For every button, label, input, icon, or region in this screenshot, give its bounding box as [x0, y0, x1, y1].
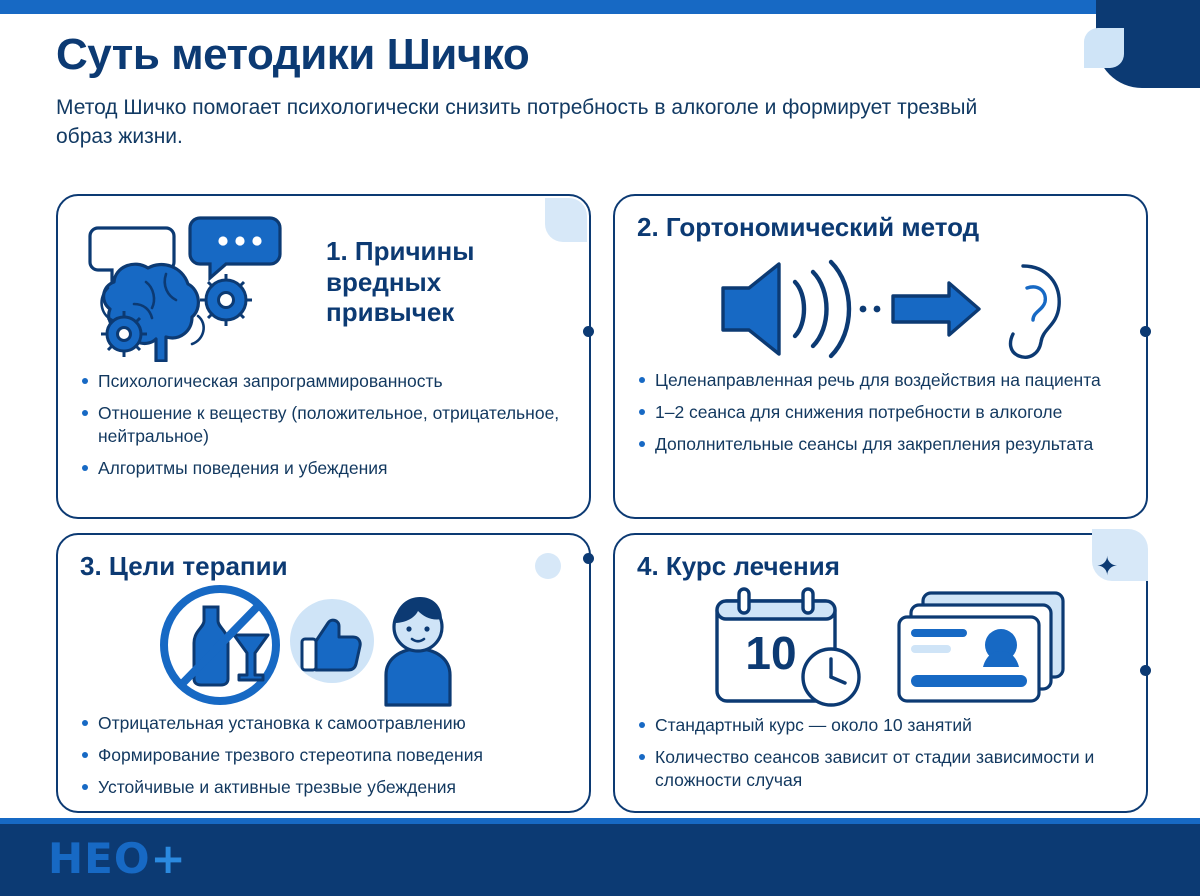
calendar-number: 10 [744, 626, 797, 679]
brand-logo [48, 834, 187, 883]
card-hortonomic-method [613, 194, 1148, 519]
list-item: Психологическая запрограммированность [80, 370, 567, 393]
footer-accent-line [0, 818, 1200, 824]
brand-logo-plus: + [150, 834, 187, 883]
list-item: Количество сеансов зависит от стадии зависимости и сложности случая [637, 746, 1124, 792]
card-bullet-list [637, 714, 1124, 792]
page-header [56, 30, 1096, 152]
footer-bar [0, 818, 1200, 896]
brain-gears-speech-bubbles-icon [80, 212, 320, 362]
list-item: Дополнительные сеансы для закрепления результата [637, 433, 1124, 456]
card-bullet-list [80, 370, 567, 480]
card-title: 3. Цели терапии [80, 551, 288, 581]
card-decoration-circle [535, 553, 561, 579]
card-therapy-goals [56, 533, 591, 813]
card-bullet-list [637, 369, 1124, 456]
top-accent-bar-dark [1096, 0, 1200, 14]
card-treatment-course [613, 533, 1148, 813]
card-title: 1. Причины вредных привычек [326, 236, 475, 328]
page-title: Суть методики Шичко [56, 30, 530, 79]
card-edge-dot [583, 553, 594, 564]
page-subtitle: Метод Шичко помогает психологически снизить потребность в алкоголе и формирует трезвый образ жизни. [56, 96, 978, 148]
calendar-clock-cards-icon [637, 582, 1124, 714]
card-decoration-blob [545, 198, 587, 242]
card-title: 2. Гортономический метод [637, 212, 980, 242]
list-item: Целенаправленная речь для воздействия на пациента [637, 369, 1124, 392]
list-item: Отрицательная установка к самоотравлению [80, 712, 567, 735]
list-item: Устойчивые и активные трезвые убеждения [80, 776, 567, 799]
list-item: Отношение к веществу (положительное, отрицательное, нейтральное) [80, 402, 567, 448]
top-accent-bar [0, 0, 1200, 14]
card-edge-dot [1140, 665, 1151, 676]
list-item: Стандартный курс — около 10 занятий [637, 714, 1124, 737]
list-item: Алгоритмы поведения и убеждения [80, 457, 567, 480]
card-causes-of-bad-habits [56, 194, 591, 519]
speaker-arrow-ear-icon [637, 249, 1124, 369]
card-bullet-list [80, 712, 567, 799]
list-item: 1–2 сеанса для снижения потребности в алкоголе [637, 401, 1124, 424]
no-alcohol-thumbs-up-person-icon [80, 582, 567, 712]
card-edge-dot [583, 326, 594, 337]
list-item: Формирование трезвого стереотипа поведения [80, 744, 567, 767]
card-edge-dot [1140, 326, 1151, 337]
brand-logo-text: НЕО [48, 834, 151, 883]
cards-grid [56, 194, 1148, 813]
sparkle-icon: ✦ [1096, 551, 1118, 581]
card-title: 4. Курс лечения [637, 551, 840, 581]
